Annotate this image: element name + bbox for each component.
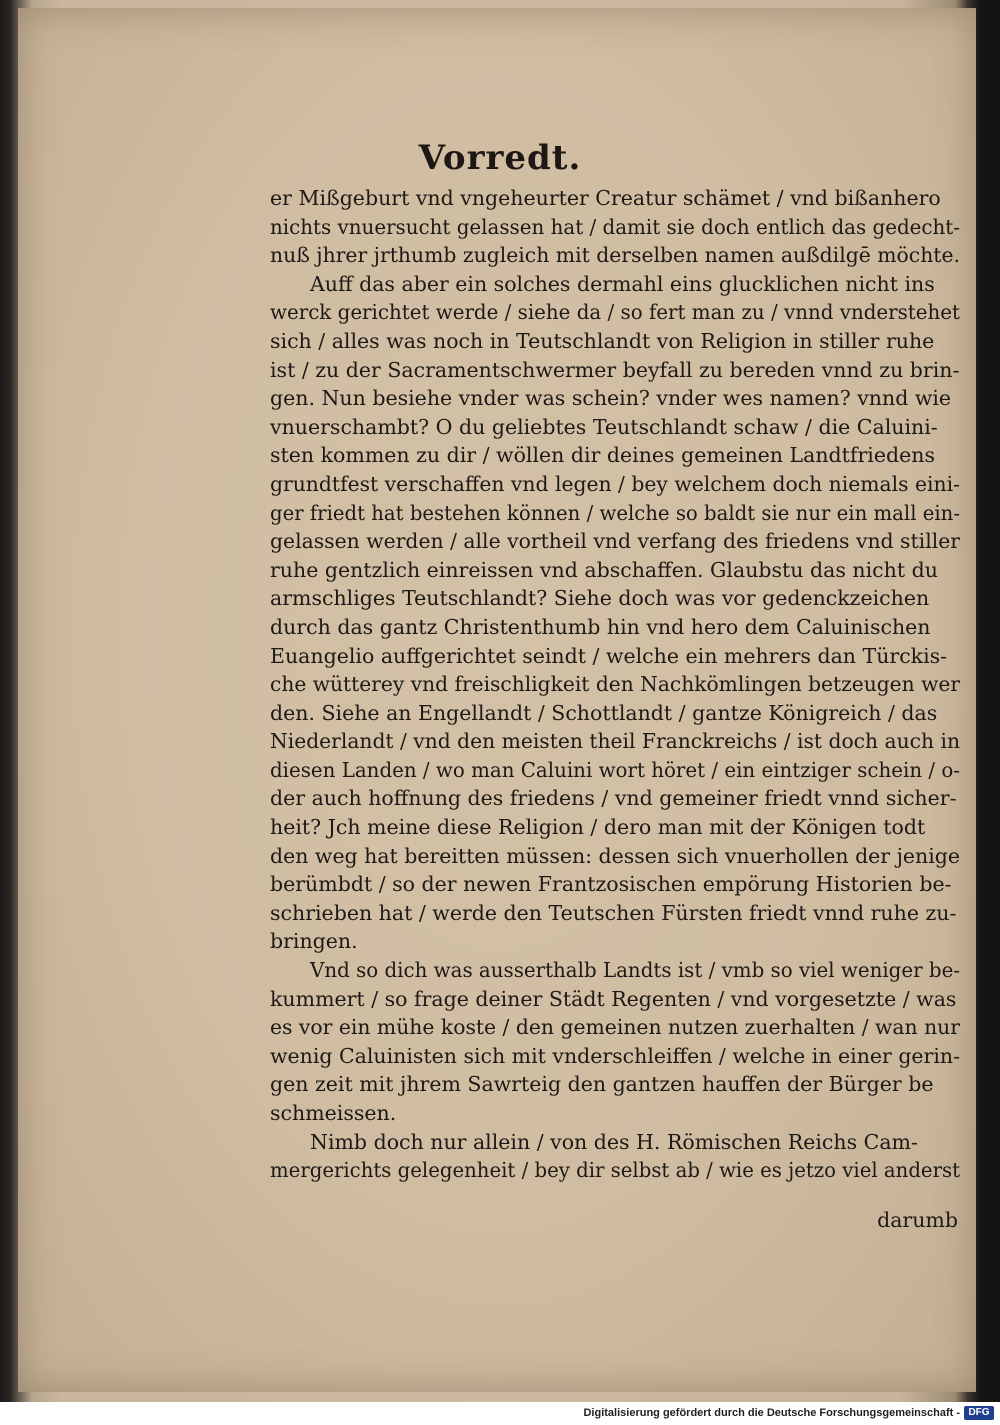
text-line: gen. Nun besiehe vnder was schein? vnder wes namen? vnnd wie [270,386,952,411]
text-line: den weg hat bereitten müssen: dessen sich vnuerhollen der jenige [270,843,960,868]
text-line: Nimb doch nur allein / von des H. Römischen Reichs Cam- [310,1129,918,1154]
footer-bar [0,1403,1000,1425]
text-line: gen zeit mit jhrem Sawrteig den gantzen hauffen der Bürger be [270,1072,934,1097]
text-line: sten kommen zu dir / wöllen dir deines gemeinen Landtfriedens [270,443,935,468]
text-line: durch das gantz Christenthumb hin vnd hero dem Caluinischen [270,614,931,639]
text-line: er Mißgeburt vnd vngeheurter Creatur schämet / vnd bißanhero [270,186,941,210]
running-head: Vorredt. [418,138,582,178]
text-line: werck gerichtet werde / siehe da / so fert man zu / vnnd vnderstehet [270,300,960,325]
text-line: kummert / so frage deiner Städt Regenten / vnd vorgesetzte / was [270,986,957,1011]
text-line: che wütterey vnd freischligkeit den Nachkömlingen betzeugen wer [270,672,960,697]
text-line: diesen Landen / wo man Caluini wort höret / ein eintziger schein / o- [270,757,960,782]
text-line: armschliges Teutschlandt? Siehe doch was vor gedenckzeichen [270,586,930,611]
text-line: den. Siehe an Engellandt / Schottlandt / gantze Königreich / das [270,700,938,725]
text-line: sich / alles was noch in Teutschlandt von Religion in stiller ruhe [270,328,935,353]
text-line: bringen. [270,929,358,954]
funding-credit: Digitalisierung gefördert durch die Deutsche Forschungsgemeinschaft - [583,1407,960,1419]
text-line: es vor ein mühe koste / den gemeinen nutzen zuerhalten / wan nur [270,1015,960,1040]
body-text [270,184,960,1185]
text-line: Auff das aber ein solches dermahl eins glucklichen nicht ins [310,271,935,296]
text-line: wenig Caluinisten sich mit vnderschleiffen / welche in einer gerin- [270,1043,960,1068]
text-line: ruhe gentzlich einreissen vnd abschaffen. Glaubstu das nicht du [270,557,938,582]
text-line: mergerichts gelegenheit / bey dir selbst ab / wie es jetzo viel anderst [270,1158,960,1183]
dfg-logo: DFG [964,1406,994,1420]
catchword: darumb [877,1208,958,1232]
text-line: nuß jhrer jrthumb zugleich mit derselben namen außdilgē möchte. [270,243,960,268]
text-line: der auch hoffnung des friedens / vnd gemeiner friedt vnnd sicher- [270,786,957,811]
text-line: gelassen werden / alle vortheil vnd verfang des friedens vnd stiller [270,529,960,554]
text-line: schmeissen. [270,1101,397,1125]
text-line: ger friedt hat bestehen können / welche so baldt sie nur ein mall ein- [270,500,960,525]
text-line: Euangelio auffgerichtet seindt / welche ein mehrers dan Türckis- [270,643,948,668]
text-line: schrieben hat / werde den Teutschen Fürsten friedt vnnd ruhe zu- [270,900,957,925]
text-line: Vnd so dich was ausserthalb Landts ist / vmb so viel weniger be- [310,958,960,983]
text-line: nichts vnuersucht gelassen hat / damit sie doch entlich das gedecht- [270,214,960,239]
text-line: berümbdt / so der newen Frantzosischen empörung Historien be- [270,872,952,897]
text-line: ist / zu der Sacramentschwermer beyfall zu bereden vnnd zu brin- [270,357,960,382]
text-line: grundtfest verschaffen vnd legen / bey welchem doch niemals eini- [270,471,960,496]
text-line: Niederlandt / vnd den meisten theil Franckreichs / ist doch auch in [270,729,960,754]
text-line: vnuerschambt? O du geliebtes Teutschlandt schaw / die Caluini- [270,414,938,439]
text-line: heit? Jch meine diese Religion / dero man mit der Königen todt [270,815,926,840]
